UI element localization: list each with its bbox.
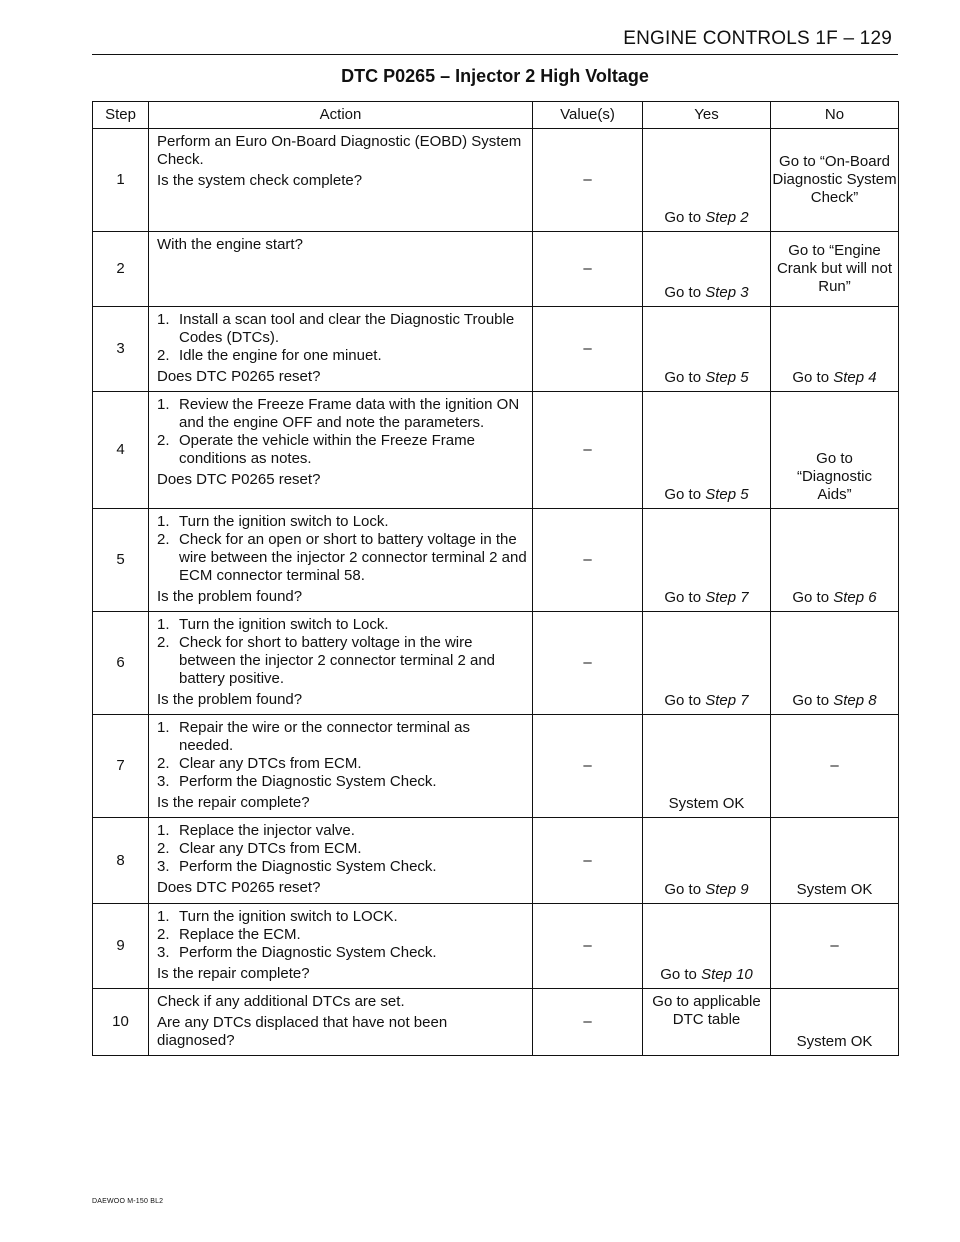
value-cell: – <box>533 232 643 307</box>
no-link: Go to Step 4 <box>792 369 877 386</box>
yes-cell <box>643 715 771 818</box>
action-cell <box>149 392 533 509</box>
no-text: System OK <box>796 1033 873 1050</box>
yes-link: Go to Step 7 <box>664 692 749 709</box>
value-cell: – <box>533 612 643 715</box>
action-cell <box>149 612 533 715</box>
action-cell <box>149 818 533 904</box>
table-row <box>93 129 899 232</box>
action-text: With the engine start? <box>157 236 303 253</box>
yes-link: Go to Step 2 <box>664 209 749 226</box>
table-row <box>93 307 899 392</box>
action-item: 2. Check for an open or short to battery voltage in the wire between the injector 2 connector terminal 2 and ECM connector terminal 58. <box>157 531 527 584</box>
action-cell <box>149 232 533 307</box>
step-number: 5 <box>93 509 149 612</box>
action-question: Does DTC P0265 reset? <box>157 368 321 385</box>
step-number: 2 <box>93 232 149 307</box>
page-header <box>92 26 898 55</box>
yes-cell <box>643 612 771 715</box>
yes-cell <box>643 509 771 612</box>
table-row <box>93 818 899 904</box>
action-item: 2. Check for short to battery voltage in the wire between the injector 2 connector terminal 2 and battery positive. <box>157 634 496 687</box>
action-cell <box>149 904 533 989</box>
table-row <box>93 989 899 1056</box>
yes-cell <box>643 232 771 307</box>
action-item: 2. Replace the ECM. <box>157 926 301 943</box>
step-number: 9 <box>93 904 149 989</box>
action-question: Does DTC P0265 reset? <box>157 879 321 896</box>
header-action: Action <box>149 102 533 129</box>
yes-cell <box>643 307 771 392</box>
action-question: Is the problem found? <box>157 691 303 708</box>
table-row <box>93 612 899 715</box>
yes-link: Go to Step 9 <box>664 881 749 898</box>
action-cell <box>149 307 533 392</box>
table-row <box>93 509 899 612</box>
yes-cell <box>643 129 771 232</box>
action-text: Check if any additional DTCs are set. <box>157 993 405 1010</box>
no-cell <box>771 989 899 1056</box>
header-values: Value(s) <box>533 102 643 129</box>
table-row <box>93 392 899 509</box>
no-cell <box>771 509 899 612</box>
value-cell: – <box>533 307 643 392</box>
action-item: 1. Replace the injector valve. <box>157 822 355 839</box>
action-cell <box>149 715 533 818</box>
action-item: 1. Turn the ignition switch to LOCK. <box>157 908 398 925</box>
yes-link: Go to Step 5 <box>664 369 749 386</box>
action-question: Is the repair complete? <box>157 965 310 982</box>
action-question: Is the system check complete? <box>157 172 363 189</box>
header-no: No <box>771 102 899 129</box>
no-link: Go to Step 8 <box>792 692 877 709</box>
value-cell: – <box>533 392 643 509</box>
yes-text: System OK <box>668 795 745 812</box>
action-item: 3. Perform the Diagnostic System Check. <box>157 773 437 790</box>
no-cell <box>771 307 899 392</box>
action-item: 1. Review the Freeze Frame data with the ignition ON and the engine OFF and note the parameters. <box>157 396 520 431</box>
header-yes: Yes <box>643 102 771 129</box>
no-cell: – <box>771 904 899 989</box>
step-number: 7 <box>93 715 149 818</box>
action-item: 3. Perform the Diagnostic System Check. <box>157 858 437 875</box>
header-step: Step <box>93 102 149 129</box>
action-item: 2. Clear any DTCs from ECM. <box>157 755 362 772</box>
action-item: 2. Operate the vehicle within the Freeze Frame conditions as notes. <box>157 432 475 467</box>
action-question: Does DTC P0265 reset? <box>157 471 321 488</box>
step-number: 8 <box>93 818 149 904</box>
yes-cell: Go to applicable DTC table <box>643 989 771 1056</box>
action-item: 1. Install a scan tool and clear the Diagnostic Trouble Codes (DTCs). <box>157 311 515 346</box>
action-question: Are any DTCs displaced that have not been diagnosed? <box>157 1014 448 1049</box>
value-cell: – <box>533 904 643 989</box>
table-row <box>93 904 899 989</box>
step-number: 1 <box>93 129 149 232</box>
yes-cell <box>643 818 771 904</box>
action-item: 3. Perform the Diagnostic System Check. <box>157 944 437 961</box>
yes-cell <box>643 904 771 989</box>
yes-link: Go to Step 10 <box>660 966 753 983</box>
value-cell: – <box>533 818 643 904</box>
value-cell: – <box>533 715 643 818</box>
action-cell <box>149 129 533 232</box>
step-number: 3 <box>93 307 149 392</box>
action-text: Perform an Euro On-Board Diagnostic (EOBD) System Check. <box>157 133 522 168</box>
action-question: Is the repair complete? <box>157 794 310 811</box>
table-header-row <box>93 102 899 129</box>
footer-model: DAEWOO M-150 BL2 <box>92 1198 164 1205</box>
table-row <box>93 715 899 818</box>
no-cell: Go to “Engine Crank but will not Run” <box>771 232 899 307</box>
step-number: 4 <box>93 392 149 509</box>
value-cell: – <box>533 129 643 232</box>
action-item: 1. Repair the wire or the connector terminal as needed. <box>157 719 470 754</box>
yes-cell <box>643 392 771 509</box>
action-item: 2. Clear any DTCs from ECM. <box>157 840 362 857</box>
value-cell: – <box>533 989 643 1056</box>
diagnostic-table <box>92 101 899 1056</box>
no-cell: – <box>771 715 899 818</box>
yes-link: Go to Step 3 <box>664 284 749 301</box>
no-cell: Go to “On-Board Diagnostic System Check” <box>771 129 899 232</box>
yes-link: Go to Step 5 <box>664 486 749 503</box>
no-link: Go to Step 6 <box>792 589 877 606</box>
action-item: 2. Idle the engine for one minuet. <box>157 347 382 364</box>
yes-link: Go to Step 7 <box>664 589 749 606</box>
action-cell <box>149 989 533 1056</box>
no-text: System OK <box>796 881 873 898</box>
no-cell <box>771 818 899 904</box>
header-text: ENGINE CONTROLS 1F – 129 <box>623 28 892 49</box>
no-text: Go to “Diagnostic Aids” <box>796 450 873 503</box>
value-cell: – <box>533 509 643 612</box>
action-question: Is the problem found? <box>157 588 303 605</box>
no-cell <box>771 392 899 509</box>
step-number: 10 <box>93 989 149 1056</box>
page-title: DTC P0265 – Injector 2 High Voltage <box>341 66 649 86</box>
action-cell <box>149 509 533 612</box>
action-item: 1. Turn the ignition switch to Lock. <box>157 513 389 530</box>
table-row <box>93 232 899 307</box>
no-cell <box>771 612 899 715</box>
action-item: 1. Turn the ignition switch to Lock. <box>157 616 389 633</box>
step-number: 6 <box>93 612 149 715</box>
